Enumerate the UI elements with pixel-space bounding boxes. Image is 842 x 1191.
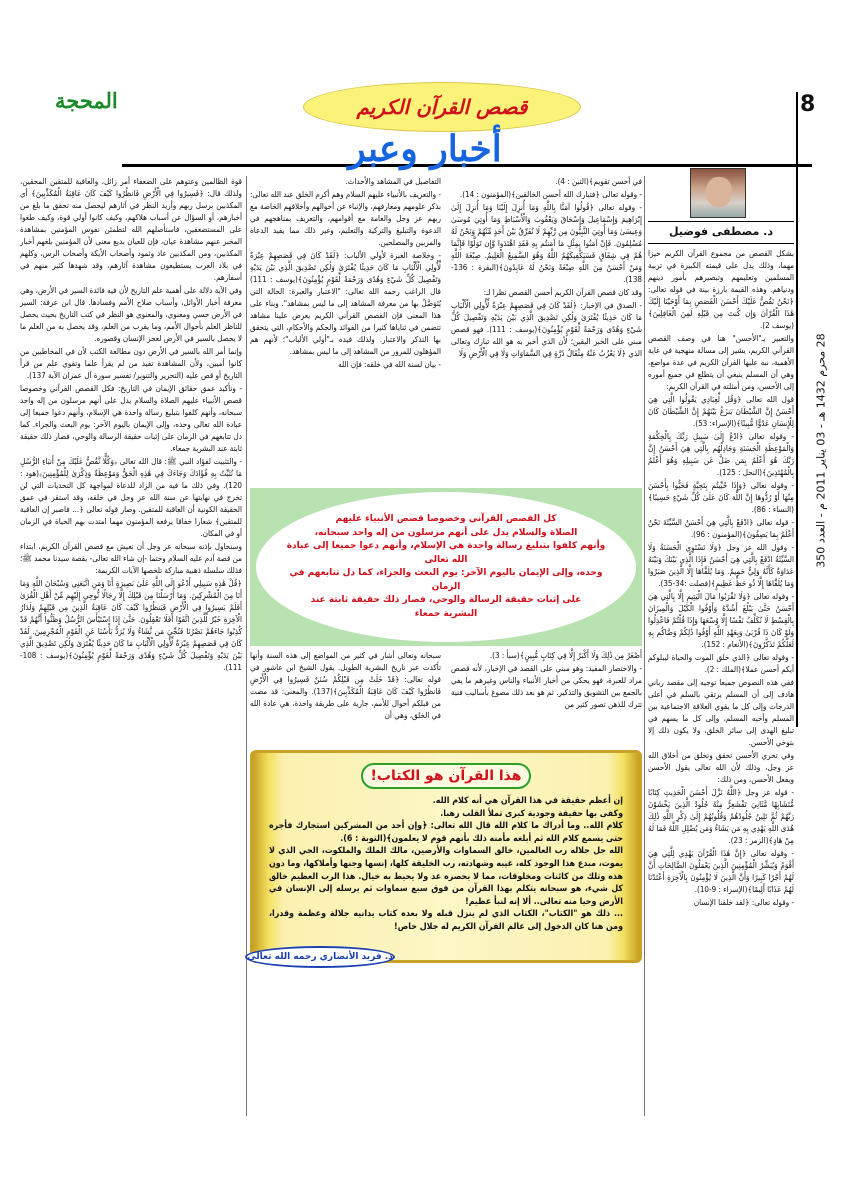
quran-box [247, 750, 642, 963]
column-right [648, 248, 794, 910]
divider [648, 243, 794, 244]
article-title: أخبار وعبر [348, 128, 502, 170]
paragraph: التفاصيل في المشاهد والأحداث. [345, 177, 441, 186]
paragraph: الصلاة والسلام يدل على أنهم مرسلون من إله واحد سبحانه، [314, 527, 578, 538]
divider [246, 176, 247, 1116]
issue-date-strip [806, 180, 836, 720]
divider [796, 92, 798, 727]
paragraph: ﴿قُلْ هَٰذِهِ سَبِيلِي أَدْعُو إِلَى اللَّهِ عَلَىٰ بَصِيرَةٍ أَنَا وَمَنِ اتَّبَعَنِي وَسُبْحَانَ اللَّهِ وَمَا أَنَا مِنَ الْمُشْرِكِينَ. وَمَا أَرْسَلْنَا مِن قَبْلِكَ إِلَّا رِجَالًا نُّوحِي إِلَيْهِم مِّنْ أَهْلِ الْقُرَىٰ أَفَلَمْ يَسِيرُوا فِي الْأَرْضِ فَيَنظُرُوا كَيْفَ كَانَ عَاقِبَةُ الَّذِينَ مِن قَبْلِهِمْ وَلَدَارُ الْآخِرَةِ خَيْرٌ لِّلَّذِينَ اتَّقَوْا أَفَلَا تَعْقِلُونَ. حَتَّىٰ إِذَا اسْتَيْأَسَ الرُّسُلُ وَظَنُّوا أَنَّهُمْ قَدْ كُذِبُوا جَاءَهُمْ نَصْرُنَا فَنُجِّيَ مَن نَّشَاءُ وَلَا يُرَدُّ بَأْسُنَا عَنِ الْقَوْمِ الْمُجْرِمِينَ. لَقَدْ كَانَ فِي قَصَصِهِمْ عِبْرَةٌ لِّأُولِي الْأَلْبَابِ مَا كَانَ حَدِيثًا يُفْتَرَىٰ وَلَٰكِن تَصْدِيقَ الَّذِي بَيْنَ يَدَيْهِ وَتَفْصِيلَ كُلِّ شَيْءٍ وَهُدًى وَرَحْمَةً لِّقَوْمٍ يُؤْمِنُونَ﴾(يوسف : 108-111). [20, 579, 242, 672]
paragraph: - وقوله تعالى ﴿الذي خلق الموت والحياة ليبلوكم أيكم أحسن عملا﴾(الملك : 2). [648, 653, 794, 674]
paragraph: كلام الله.. وما أدراك ما كلام الله قال الله تعالى: ﴿وإن أحد من المشركين استجارك فأجره حتى يسمع كلام الله ثم أبلغه مأمنه ذلك بأنهم قوم لا يعلمون﴾(التوبة : 6). [269, 821, 623, 844]
paragraph: وأنهم كلفوا بتبليغ رسالة واحدة هي الإسلام، وأنهم دعوا جميعا إلى عبادة الله تعالى [286, 541, 606, 565]
paragraph: بشكل القصص من مجموع القرآن الكريم حيزا مهما، وذلك يدل على قيمته الكبيرة في تربية المسلمين وتعليمهم وتبصيرهم بأمور دينهم ودنياهم. وهذه القيمة بارزة بينة في قوله تعالى: ﴿نَحْنُ نَقُصُّ عَلَيْكَ أَحْسَنَ الْقَصَصِ بِمَا أَوْحَيْنَا إِلَيْكَ هَٰذَا الْقُرْآنَ وَإِن كُنتَ مِن قَبْلِهِ لَمِنَ الْغَافِلِينَ﴾(يوسف 2). [648, 249, 794, 330]
paragraph: - وقوله تعالى ﴿قُولُوا آمَنَّا بِاللَّهِ وَمَا أُنزِلَ إِلَيْنَا وَمَا أُنزِلَ إِلَىٰ إِبْرَاهِيمَ وَإِسْمَاعِيلَ وَإِسْحَاقَ وَيَعْقُوبَ وَالْأَسْبَاطِ وَمَا أُوتِيَ مُوسَىٰ وَعِيسَىٰ وَمَا أُوتِيَ النَّبِيُّونَ مِن رَّبِّهِمْ لَا نُفَرِّقُ بَيْنَ أَحَدٍ مِّنْهُمْ وَنَحْنُ لَهُ مُسْلِمُونَ. فَإِنْ آمَنُوا بِمِثْلِ مَا آمَنتُم بِهِ فَقَدِ اهْتَدَوا وَّإِن تَوَلَّوْا فَإِنَّمَا هُمْ فِي شِقَاقٍ فَسَيَكْفِيكَهُمُ اللَّهُ وَهُوَ السَّمِيعُ الْعَلِيمُ. صِبْغَةَ اللَّهِ وَمَنْ أَحْسَنُ مِنَ اللَّهِ صِبْغَةً وَنَحْنُ لَهُ عَابِدُونَ﴾(البقرة : 136-138). [451, 203, 642, 284]
pull-quote-text [256, 492, 636, 642]
paragraph: وسنحاول بإذنه سبحانه عز وجل أن نعيش مع قصص القرآن الكريم، ابتداء من قصة آدم عليه السلام وختما -إن شاء الله تعالى- بقصة سيدنا محمد ﷺ؛ فذلك سلسلة ذهبية مباركة تلخصها الآيات الكريمة: [20, 542, 242, 575]
section-title: قصص القرآن الكريم [356, 95, 528, 119]
paragraph: وفي الآية دلالة على أهمية علم التاريخ لأن فيه فائدة السير في الأرض، وهي معرفة أخبار الأوائل، وأسباب صلاح الأمم وفسادها. قال ابن عرفة: السير في الأرض حسي ومعنوي، والمعنوي هو النظر في كتب التاريخ بحيث يحصل للناظر العلم بأحوال الأمم، وما يقرب من العلم، وقد يحصل به من العلم ما لا يحصل بالسير في الأرض لعجز الإنسان وقصوره. [20, 286, 242, 343]
column-left [20, 176, 242, 675]
issue-date: 28 محرم 1432 هـ - 03 يناير 2011 م - العدد 350 [814, 332, 828, 568]
divider [644, 176, 645, 1116]
middle-section [247, 176, 642, 963]
paragraph: - والتعريف بالأنبياء عليهم السلام وهم أكرم الخلق عند الله تعالى: بذكر علومهم ومعارفهم، والإنباء عن أحوالهم وأخلاقهم الخاصة مع ربهم عز وجل والعامة مع أقوامهم، والتعريف بمناهجهم في الدعوة والتبليغ والتزكية والتعليم، وغير ذلك مما يفيد الدعاة والمربين والمصلحين. [250, 190, 441, 247]
column-middle-right [451, 176, 642, 484]
paragraph: ... ذلك هو "الكتاب"، الكتاب الذي لم ينزل قبله ولا بعده كتاب يدانيه جلالة وعظمة وقدرا، ومن هنا كان الدخول إلى عالم القرآن الكريم له جلال خاص! [269, 909, 623, 932]
box-signature: د. فريد الأنصاري رحمه الله تعالى [245, 946, 395, 968]
paragraph: - وتأكيد عمق حقائق الإيمان في التاريخ: فكل القصص القرآني وخصوصا قصص الأنبياء عليهم الصلاة والسلام يدل على أنهم مرسلون من إله واحد سبحانه، وأنهم كلفوا بتبليغ رسالة واحدة هي الإسلام، وأنهم دعوا جميعا إلى عبادة الله تعالى وحده، وإلى الإيمان باليوم الآخر: يوم البعث والجزاء. كما دل تتابعهم في الزمان على إثبات حقيقة الرسالة والوحي، فصار ذلك حقيقة ثابتة عند البشرية جمعاء. [20, 384, 242, 453]
paragraph: سبحانه وتعالى أشار في كثير من المواضع إلى هذه السنة وأنها تأكدت عبر تاريخ البشرية الطويل. يقول الشيخ ابن عاشور في قوله تعالى: ﴿قَدْ خَلَتْ مِن قَبْلِكُمْ سُنَنٌ فَسِيرُوا فِي الْأَرْضِ فَانظُرُوا كَيْفَ كَانَ عَاقِبَةُ الْمُكَذِّبِينَ﴾(137). والمعنى: قد مضت من قبلكم أحوال للأمم، جارية على طريقة واحدة، هي عادة الله في الخلق، وهي أن [250, 651, 441, 720]
paragraph: - وقوله تعالى ﴿فتبارك الله أحسن الخالقين﴾(المؤمنون : 14). [459, 190, 642, 199]
paragraph: - وقول الله عز وجل ﴿وَلَا تَسْتَوِي الْحَسَنَةُ وَلَا السَّيِّئَةُ ادْفَعْ بِالَّتِي هِيَ أَحْسَنُ فَإِذَا الَّذِي بَيْنَكَ وَبَيْنَهُ عَدَاوَةٌ كَأَنَّهُ وَلِيٌّ حَمِيمٌ. وَمَا يُلَقَّاهَا إِلَّا الَّذِينَ صَبَرُوا وَمَا يُلَقَّاهَا إِلَّا ذُو حَظٍّ عَظِيمٍ﴾(فصلت :34-35). [648, 543, 794, 588]
paragraph: إن أعظم حقيقة في هذا القرآن هي أنه كلام الله. [432, 796, 623, 806]
section-logo: المحجة [55, 88, 118, 113]
box-title: هذا القرآن هو الكتاب! [361, 763, 531, 789]
paragraph: - الصدق في الإخبار: ﴿لَقَدْ كَانَ فِي قَصَصِهِمْ عِبْرَةٌ لِّأُولِي الْأَلْبَابِ مَا كَانَ حَدِيثًا يُفْتَرَىٰ وَلَٰكِن تَصْدِيقَ الَّذِي بَيْنَ يَدَيْهِ وَتَفْصِيلَ كُلِّ شَيْءٍ وَهُدًى وَرَحْمَةً لِّقَوْمٍ يُؤْمِنُونَ﴾(يوسف : 111). فهو قصص مبني على الخبر اليقين؛ لأن الذي أخبر به هو الله تبارك وتعالى الذي ﴿لَا يَعْزُبُ عَنْهُ مِثْقَالُ ذَرَّةٍ فِي السَّمَاوَاتِ وَلَا فِي الْأَرْضِ وَلَا [451, 301, 642, 358]
paragraph: وإنما أمر الله بالسير في الأرض دون مطالعة الكتب لأن في المخاطبين من كانوا أميين، ولأن المشاهدة تفيد من لم يقرأ علما وتقوي علم من قرأ التاريخ أو قص عليه (التحرير والتنوير/ تفسير سورة آل عمران الآية 137). [20, 347, 242, 380]
paragraph: كل القصص القرآني وخصوصا قصص الأنبياء عليهم [335, 514, 557, 524]
paragraph: وقد كان قصص القرآن الكريم أحسن القصص نظرا لـ: [483, 288, 642, 297]
paragraph: - قوله تعالى ﴿ادْفَعْ بِالَّتِي هِيَ أَحْسَنُ السَّيِّئَةَ نَحْنُ أَعْلَمُ بِمَا يَصِفُونَ﴾(المؤمنون : 96). [648, 518, 794, 539]
section-title-badge [303, 82, 581, 132]
paragraph: والتعبير بـ"الأحسن" هنا في وصف القصص القرآني الكريم، يشير إلى مسالة منهجية في غاية الأهمية، نبه عليها القرآن الكريم في عدة مواضع، وهي أن المسلم ينبغي أن يتطلع في جميع أموره إلى الأحسن، ومن أمثلته في القرآن الكريم: [648, 334, 794, 391]
page-number: 8 [800, 92, 816, 117]
column-middle-left [250, 176, 441, 484]
paragraph: الله جل جلاله رب العالمين، خالق السماوات والأرضين، مالك الملك والملكوت، الحي الذي لا يموت، مبدع هذا الوجود كله، غيبه وشهادته، رب الخليقة كلها، إنسها وجنها وأملاكها، وما دون هذه وتلك من كائنات ومخلوقات، مما لا يحصره عد ولا يحيط به خيال. هذا الرب العظيم خالق كل شيء، هو سبحانه يتكلم بهذا القرآن من فوق سبع سماوات ثم يرسله إلى الإنسان في الأرض وحيا منه تعالى.. ألا إنه لنبأ عظيم! [269, 846, 623, 907]
paragraph: على إثبات حقيقة الرسالة والوحي، فصار ذلك حقيقة ثابتة عند [310, 595, 582, 605]
paragraph: في أحسن تقويم﴾(التين : 4). [555, 177, 642, 186]
paragraph: - وقوله تعالى ﴿ادْعُ إِلَىٰ سَبِيلِ رَبِّكَ بِالْحِكْمَةِ وَالْمَوْعِظَةِ الْحَسَنَةِ وَجَادِلْهُم بِالَّتِي هِيَ أَحْسَنُ إِنَّ رَبَّكَ هُوَ أَعْلَمُ بِمَن ضَلَّ عَن سَبِيلِهِ وَهُوَ أَعْلَمُ بِالْمُهْتَدِينَ﴾(النحل : 125). [648, 432, 794, 477]
paragraph: - وخلاصة العبرة لأولي الألباب: ﴿لَقَدْ كَانَ فِي قَصَصِهِمْ عِبْرَةٌ لِّأُولِي الْأَلْبَابِ مَا كَانَ حَدِيثًا يُفْتَرَىٰ وَلَٰكِن تَصْدِيقَ الَّذِي بَيْنَ يَدَيْهِ وَتَفْصِيلَ كُلِّ شَيْءٍ وَهُدًى وَرَحْمَةً لِّقَوْمٍ يُؤْمِنُونَ﴾(يوسف : 111) قال الراغب رحمه الله تعالى: "الاعتبار والعبرة: الحالة التي يُتَوَصَّلُ بها من معرفة المشاهد إلى ما ليس بمشاهد". وبناء على هذا المعنى فإن القصص القرآني الكريم يعرض علينا مشاهد تتضمن في ثناياها كثيرا من الفوائد والحكم والأحكام، التي يتحقق بها التذكر والاعتبار. ولذلك قيده بـ"أولي الألباب"؛ لأنهم هم المؤهلون للمرور من المشاهد إلى ما ليس بمشاهد. [250, 251, 441, 356]
paragraph: وحده، وإلى الإيمان باليوم الآخر: يوم البعث والجزاء، كما دل تتابعهم في الزمان [289, 568, 603, 592]
paragraph: - قوله عز وجل ﴿اللَّهُ نَزَّلَ أَحْسَنَ الْحَدِيثِ كِتَابًا مُّتَشَابِهًا مَّثَانِيَ تَقْشَعِرُّ مِنْهُ جُلُودُ الَّذِينَ يَخْشَوْنَ رَبَّهُمْ ثُمَّ تَلِينُ جُلُودُهُمْ وَقُلُوبُهُمْ إِلَىٰ ذِكْرِ اللَّهِ ذَٰلِكَ هُدَى اللَّهِ يَهْدِي بِهِ مَن يَشَاءُ وَمَن يُضْلِلِ اللَّهُ فَمَا لَهُ مِنْ هَادٍ﴾(الزمر : 23). [648, 788, 794, 845]
paragraph: - وقوله تعالى: ﴿لقد خلقنا الإنسان [693, 898, 794, 907]
paragraph: البشرية جمعاء [414, 608, 478, 619]
upper-columns [250, 176, 642, 484]
paragraph: ففي هذه النصوص جميعا توجيه إلى مقصد رباني هادف إلى أن المسلم يرتقي بالسلم في أعلى الدرجات وإلى كل ما يقوي العلاقة الاجتماعية بين المسلم وأخيه المسلم، وإلى كل ما يسهم في تبليغ الهدى إلى سائر الخلق، ولا يكون ذلك إلا بتوخي الأحسن. [648, 678, 794, 747]
paragraph: قول الله تعالى ﴿وَقُل لِّعِبَادِي يَقُولُوا الَّتِي هِيَ أَحْسَنُ إِنَّ الشَّيْطَانَ يَنزَغُ بَيْنَهُمْ إِنَّ الشَّيْطَانَ كَانَ لِلْإِنسَانِ عَدُوًّا مُّبِينًا﴾(الإسراء: 53). [648, 395, 794, 428]
author-name: د. مصطفى فوضيل [669, 225, 773, 238]
paragraph: قوة الظالمين وعتوهم على الضعفاء أمر زائل، والعاقبة للمتقين المحقين، ولذلك قال: ﴿فَسِيرُوا فِي الْأَرْضِ فَانظُرُوا كَيْفَ كَانَ عَاقِبَةُ الْمُكَذِّبِينَ﴾ أي المكذبين برسل ربهم وأريد النظر في آثارهم ليحصل منه تحقق ما بلغ من أخبارهم، أو السؤال عن أسباب هلاكهم، وكيف كانوا أولي قوة، وكيف طغوا على المستضعفين، فاستأصلهم الله لتطمئن نفوس المؤمنين بمشاهدة المخبر عنهم مشاهدة عيان، فإن للعيان بديع معنى لأن المؤمنين بلغهم أخبار المكذبين، ومن المكذبين عاد وثمود وأصحاب الأيكة وأصحاب الرس، وكلهم في بلاد العرب يستطيعون مشاهدة آثارهم، وقد شهدها كثير منهم في أسفارهم. [20, 177, 242, 282]
paragraph: - بيان لسنة الله في خلقه: فإن الله [338, 360, 441, 369]
pull-quote [250, 488, 642, 646]
paragraph: - وقوله تعالى ﴿إِنَّ هَٰذَا الْقُرْآنَ يَهْدِي لِلَّتِي هِيَ أَقْوَمُ وَيُبَشِّرُ الْمُؤْمِنِينَ الَّذِينَ يَعْمَلُونَ الصَّالِحَاتِ أَنَّ لَهُمْ أَجْرًا كَبِيرًا وَأَنَّ الَّذِينَ لَا يُؤْمِنُونَ بِالْآخِرَةِ أَعْتَدْنَا لَهُمْ عَذَابًا أَلِيمًا﴾(الإسراء : 9-10). [648, 849, 794, 894]
divider [648, 221, 794, 222]
paragraph: - والاختصار المفيد: وهو مبني على القصد في الإخبار، لأنه قصص مراد للعبرة، فهو يحكي من أخبار الأنبياء والناس وغيرهم ما يفي بالجمع بين التشويق والتذكير. ثم هو بعد ذلك مصوغ بأساليب فنية تترك للذهن تصور كثير من [451, 664, 642, 709]
paragraph: أَصْغَرُ مِن ذَٰلِكَ وَلَا أَكْبَرُ إِلَّا فِي كِتَابٍ مُّبِينٍ﴾(سبأ : 3). [489, 651, 642, 660]
lower-columns [250, 650, 642, 746]
paragraph: - وقوله تعالى ﴿وَإِذَا حُيِّيتُم بِتَحِيَّةٍ فَحَيُّوا بِأَحْسَنَ مِنْهَا أَوْ رُدُّوهَا إِنَّ اللَّهَ كَانَ عَلَىٰ كُلِّ شَيْءٍ حَسِيبًا﴾(النساء : 86). [648, 481, 794, 514]
paragraph: وكفى بها حقيقة وجودية كبرى تملأ القلب رهبا. [440, 808, 623, 819]
column-under-left [250, 650, 441, 746]
author-photo [690, 168, 746, 218]
column-under-right [451, 650, 642, 746]
paragraph: - وقوله تعالى ﴿وَلَا تَقْرَبُوا مَالَ الْيَتِيمِ إِلَّا بِالَّتِي هِيَ أَحْسَنُ حَتَّىٰ يَبْلُغَ أَشُدَّهُ وَأَوْفُوا الْكَيْلَ وَالْمِيزَانَ بِالْقِسْطِ لَا نُكَلِّفُ نَفْسًا إِلَّا وُسْعَهَا وَإِذَا قُلْتُمْ فَاعْدِلُوا وَلَوْ كَانَ ذَا قُرْبَىٰ وَبِعَهْدِ اللَّهِ أَوْفُوا ذَٰلِكُمْ وَصَّاكُم بِهِ لَعَلَّكُمْ تَذَكَّرُونَ﴾(الأنعام : 152). [648, 592, 794, 649]
paragraph: - والتثبيت لفؤاد النبي ﷺ: قال الله تعالى ﴿وَكُلًّا نَّقُصُّ عَلَيْكَ مِنْ أَنبَاءِ الرُّسُلِ مَا نُثَبِّتُ بِهِ فُؤَادَكَ وَجَاءَكَ فِي هَٰذِهِ الْحَقُّ وَمَوْعِظَةٌ وَذِكْرَىٰ لِلْمُؤْمِنِينَ﴾(هود : 120). وفي ذلك ما فيه من الزاد للدعاة لمواجهة كل التحديات التي لن تخرج في نهايتها عن سنة الله عز وجل في خلقه، وقد استقر في عمق الحقيقة الكونية أن العاقبة للمتقين. وصار قوله تعالى ﴿... فاصبر إن العاقبة للمتقين﴾ شعارا خفاقا يرفعه المؤمنون مهما امتدت بهم الحياة في الزمان أو في المكان. [20, 457, 242, 538]
box-body [269, 795, 623, 934]
paragraph: وفي تحري الأحسن تحقق وتخلق من أخلاق الله عز وجل، وذلك لأن الله تعالى يقول الأحسن ويفعل الأحسن، ومن ذلك: [648, 751, 794, 784]
